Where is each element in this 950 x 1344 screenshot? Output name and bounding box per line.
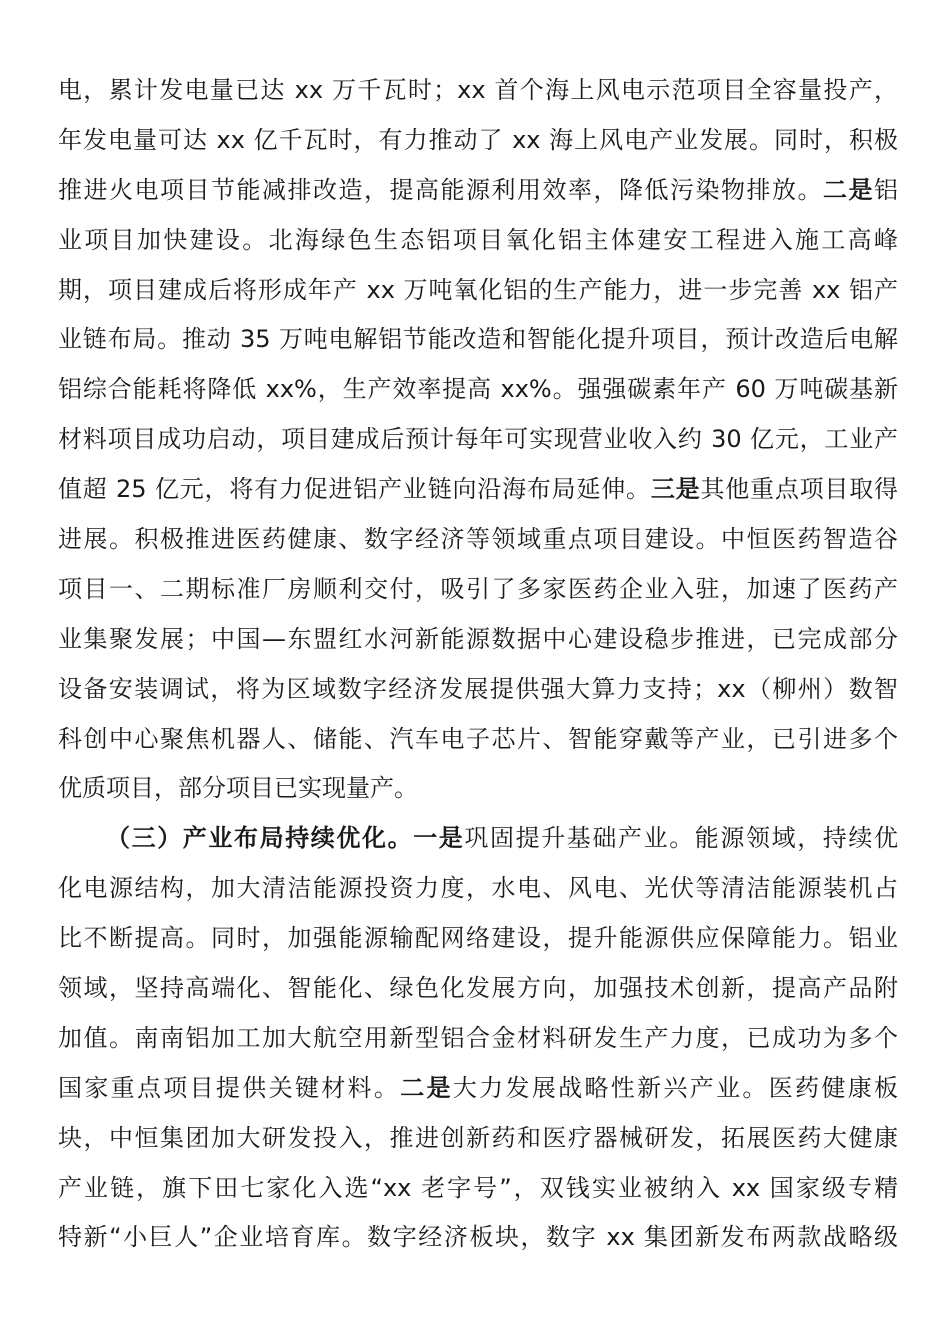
text-line: 业集聚发展；中国—东盟红水河新能源数据中心建设稳步推进，已完成部分	[58, 624, 898, 653]
text-line: 国家重点项目提供关键材料。二是大力发展战略性新兴产业。医药健康板	[58, 1073, 898, 1102]
text-line: 优质项目，部分项目已实现量产。	[58, 774, 418, 803]
section-heading: （三）产业布局持续优化。一是	[106, 824, 465, 853]
text-line: （三）产业布局持续优化。一是巩固提升基础产业。能源领域，持续优	[106, 824, 898, 853]
text-line: 进展。积极推进医药健康、数字经济等领域重点项目建设。中恒医药智造谷	[58, 525, 898, 554]
text-line: 年发电量可达 xx 亿千瓦时，有力推动了 xx 海上风电产业发展。同时，积极	[58, 125, 898, 154]
text-line: 产业链，旗下田七家化入选“xx 老字号”，双钱实业被纳入 xx 国家级专精	[58, 1173, 898, 1202]
bold-marker: 三是	[650, 475, 701, 504]
text-line: 加值。南南铝加工加大航空用新型铝合金材料研发生产力度，已成功为多个	[58, 1023, 898, 1052]
text-line: 比不断提高。同时，加强能源输配网络建设，提升能源供应保障能力。铝业	[58, 924, 898, 953]
bold-marker: 二是	[823, 175, 874, 204]
text-line: 块，中恒集团加大研发投入，推进创新药和医疗器械研发，拓展医药大健康	[58, 1123, 898, 1152]
text-line: 业项目加快建设。北海绿色生态铝项目氧化铝主体建安工程进入施工高峰	[58, 225, 898, 254]
text-line: 化电源结构，加大清洁能源投资力度，水电、风电、光伏等清洁能源装机占	[58, 874, 898, 903]
text-line: 值超 25 亿元，将有力促进铝产业链向沿海布局延伸。三是其他重点项目取得	[58, 475, 898, 504]
text-line: 设备安装调试，将为区域数字经济发展提供强大算力支持；xx（柳州）数智	[58, 674, 898, 703]
text-line: 特新“小巨人”企业培育库。数字经济板块，数字 xx 集团新发布两款战略级	[58, 1223, 898, 1252]
text-line: 期，项目建成后将形成年产 xx 万吨氧化铝的生产能力，进一步完善 xx 铝产	[58, 275, 898, 304]
text-line: 材料项目成功启动，项目建成后预计每年可实现营业收入约 30 亿元，工业产	[58, 425, 898, 454]
text-line: 项目一、二期标准厂房顺利交付，吸引了多家医药企业入驻，加速了医药产	[58, 574, 898, 603]
text-line: 科创中心聚焦机器人、储能、汽车电子芯片、智能穿戴等产业，已引进多个	[58, 724, 898, 753]
text-line: 领域，坚持高端化、智能化、绿色化发展方向，加强技术创新，提高产品附	[58, 974, 898, 1003]
text-line: 业链布局。推动 35 万吨电解铝节能改造和智能化提升项目，预计改造后电解	[58, 325, 898, 354]
bold-marker: 二是	[400, 1073, 453, 1102]
text-line: 铝综合能耗将降低 xx%，生产效率提高 xx%。强强碳素年产 60 万吨碳基新	[58, 375, 898, 404]
text-line: 推进火电项目节能减排改造，提高能源利用效率，降低污染物排放。二是铝	[58, 175, 898, 204]
body-text	[58, 66, 898, 1263]
text-line: 电，累计发电量已达 xx 万千瓦时；xx 首个海上风电示范项目全容量投产，	[58, 76, 898, 104]
